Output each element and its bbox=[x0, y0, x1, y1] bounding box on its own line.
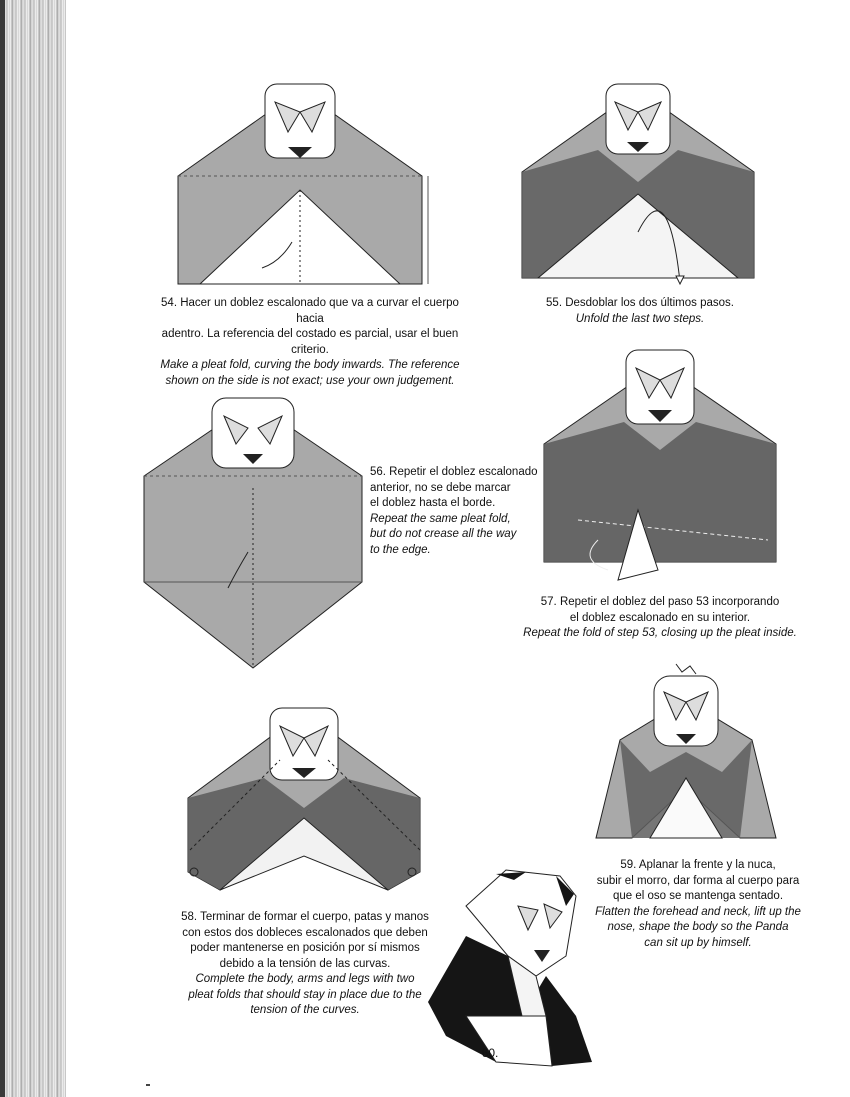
step-54-caption: 54. Hacer un doblez escalonado que va a curvar el cuerpo hacia adentro. La referencia del costado es parcial, usar el buen criterio. Make a pleat fold, curving the body inwards. The reference shown on the side is not exact; use your own judgement. bbox=[160, 297, 460, 387]
step-55-caption: 55. Desdoblar los dos últimos pasos. Unfold the last two steps. bbox=[546, 297, 734, 325]
step-55-diagram bbox=[518, 72, 758, 288]
step-57-diagram bbox=[538, 340, 782, 588]
step-56-caption: 56. Repetir el doblez escalonado anterior, no se debe marcar el doblez hasta el borde. Repeat the same pleat fold, but do not crease all the way to the edge. bbox=[370, 466, 538, 556]
step-56-diagram bbox=[140, 392, 366, 672]
step-60-final-panda bbox=[426, 866, 594, 1072]
step-57-caption: 57. Repetir el doblez del paso 53 incorporando el doblez escalonado en su interior. Repeat the fold of step 53, closing up the pleat inside. bbox=[523, 596, 797, 639]
page-mark bbox=[146, 1084, 150, 1086]
book-binding bbox=[0, 0, 66, 1097]
binding-edge bbox=[0, 0, 5, 1097]
step-59-caption: 59. Aplanar la frente y la nuca, subir el morro, dar forma al cuerpo para que el oso se mantenga sentado. Flatten the forehead and neck, lift up the nose, shape the body so the Panda can sit up by himself. bbox=[595, 859, 801, 949]
step-58-diagram bbox=[180, 700, 430, 896]
step-58-caption: 58. Terminar de formar el cuerpo, patas y manos con estos dos dobleces escalonados que deben poder mantenerse en posición por sí mismos debido a la tensión de las curvas. Complete the body, arms and legs with two pleat folds that should stay in place due to the tension of the curves. bbox=[181, 911, 429, 1016]
final-step-label: 60. bbox=[481, 1046, 499, 1060]
step-59-diagram bbox=[590, 660, 782, 842]
step-54-diagram bbox=[170, 72, 440, 290]
